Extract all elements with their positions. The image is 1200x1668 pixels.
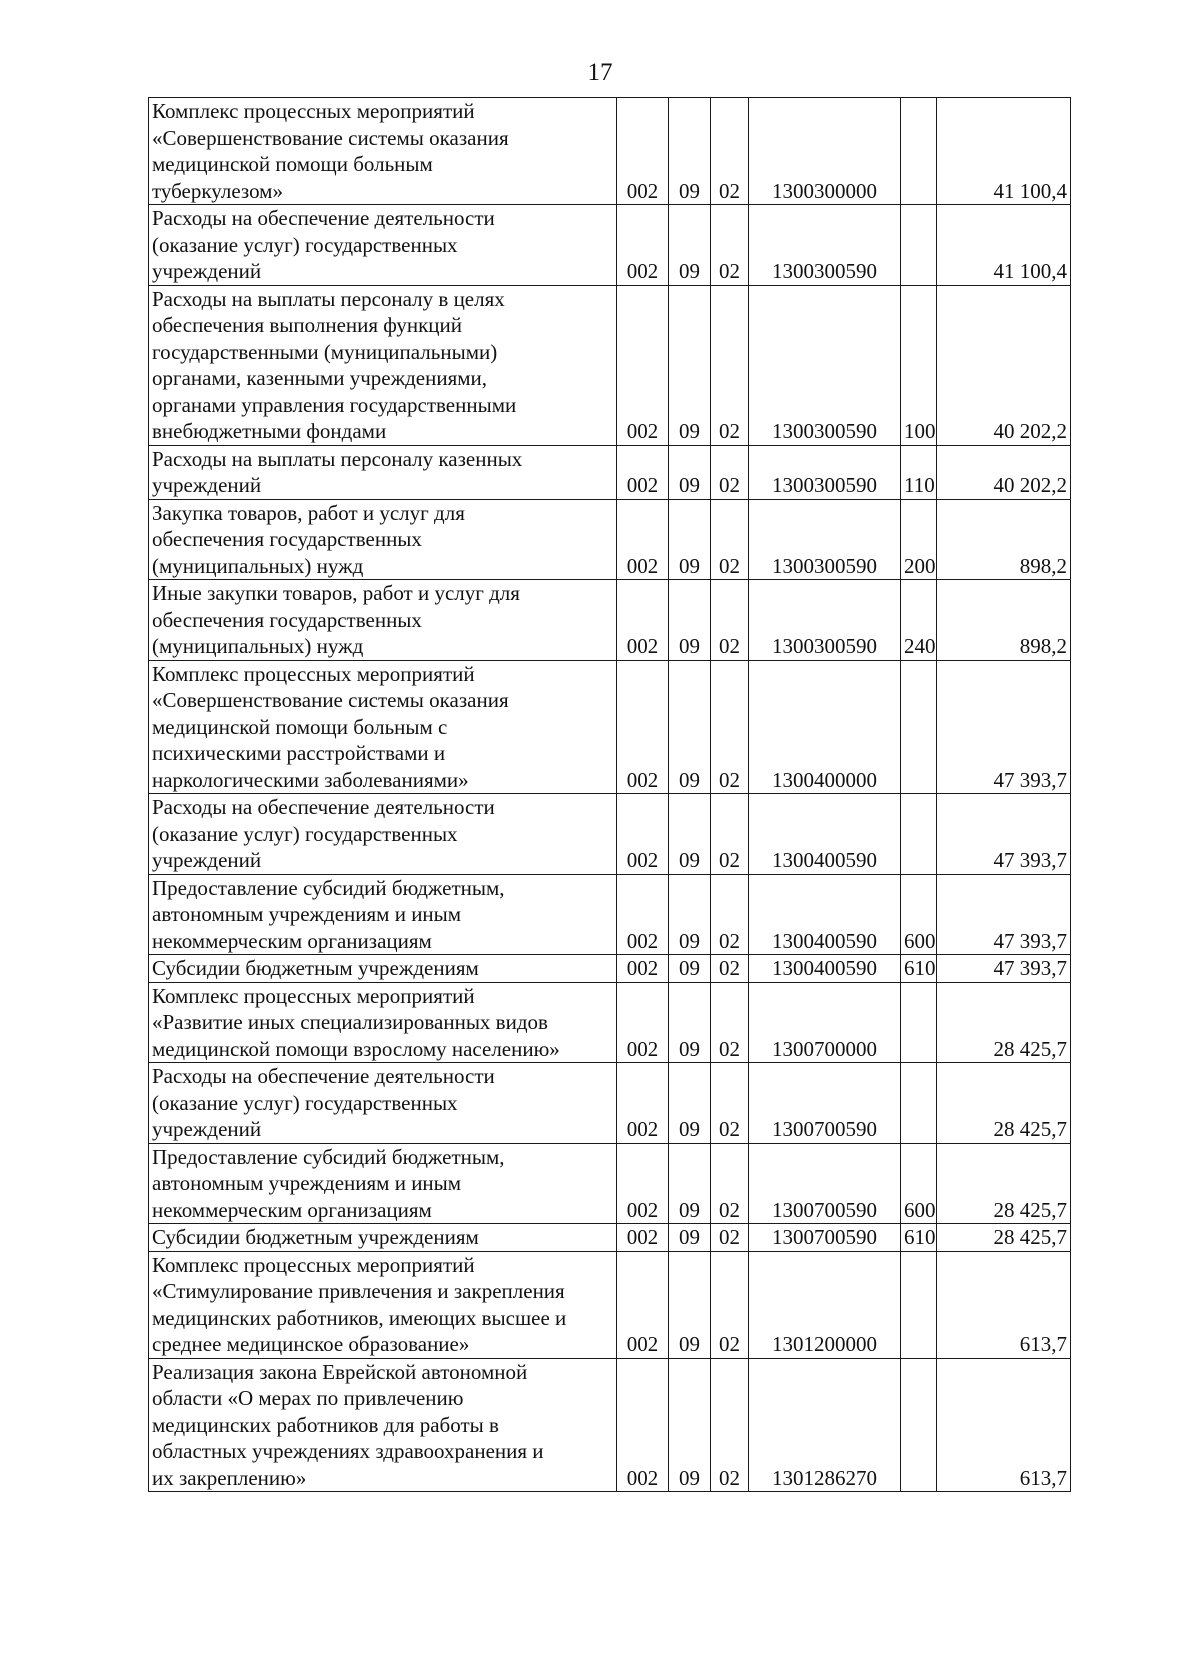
amount: 898,2 xyxy=(937,499,1071,580)
expense-type-code: 200 xyxy=(901,499,937,580)
section-code: 09 xyxy=(669,794,711,875)
table-row xyxy=(149,955,1071,983)
section-code: 09 xyxy=(669,1143,711,1224)
section-code: 09 xyxy=(669,955,711,983)
amount: 40 202,2 xyxy=(937,285,1071,445)
expense-type-code xyxy=(901,1063,937,1144)
amount: 40 202,2 xyxy=(937,445,1071,499)
table-row xyxy=(149,794,1071,875)
section-code: 09 xyxy=(669,580,711,661)
amount: 28 425,7 xyxy=(937,1224,1071,1252)
subsection-code: 02 xyxy=(711,1143,749,1224)
subsection-code: 02 xyxy=(711,1063,749,1144)
chapter-code: 002 xyxy=(617,982,669,1063)
subsection-code: 02 xyxy=(711,794,749,875)
target-article-code: 1300700590 xyxy=(749,1143,901,1224)
table-row xyxy=(149,285,1071,445)
expense-name: Предоставление субсидий бюджетным, автономным учреждениям и иным некоммерческим организациям xyxy=(149,1143,617,1224)
subsection-code: 02 xyxy=(711,660,749,794)
subsection-code: 02 xyxy=(711,955,749,983)
chapter-code: 002 xyxy=(617,874,669,955)
amount: 41 100,4 xyxy=(937,205,1071,286)
chapter-code: 002 xyxy=(617,205,669,286)
budget-table xyxy=(148,97,1071,1492)
target-article-code: 1300300590 xyxy=(749,499,901,580)
amount: 613,7 xyxy=(937,1358,1071,1492)
section-code: 09 xyxy=(669,1224,711,1252)
table-row xyxy=(149,874,1071,955)
expense-name: Комплекс процессных мероприятий «Стимулирование привлечения и закрепления медицинских работников, имеющих высшее и среднее медицинское образование» xyxy=(149,1251,617,1358)
subsection-code: 02 xyxy=(711,285,749,445)
table-row xyxy=(149,580,1071,661)
amount: 28 425,7 xyxy=(937,1143,1071,1224)
expense-type-code: 110 xyxy=(901,445,937,499)
section-code: 09 xyxy=(669,1251,711,1358)
table-row xyxy=(149,445,1071,499)
section-code: 09 xyxy=(669,874,711,955)
section-code: 09 xyxy=(669,660,711,794)
expense-name: Комплекс процессных мероприятий «Развитие иных специализированных видов медицинской помощи взрослому населению» xyxy=(149,982,617,1063)
subsection-code: 02 xyxy=(711,1251,749,1358)
chapter-code: 002 xyxy=(617,285,669,445)
subsection-code: 02 xyxy=(711,580,749,661)
subsection-code: 02 xyxy=(711,982,749,1063)
expense-name: Расходы на обеспечение деятельности (оказание услуг) государственных учреждений xyxy=(149,205,617,286)
table-row xyxy=(149,98,1071,205)
expense-name: Расходы на выплаты персоналу казенных учреждений xyxy=(149,445,617,499)
expense-type-code: 600 xyxy=(901,1143,937,1224)
amount: 47 393,7 xyxy=(937,660,1071,794)
section-code: 09 xyxy=(669,445,711,499)
target-article-code: 1300400590 xyxy=(749,874,901,955)
amount: 28 425,7 xyxy=(937,982,1071,1063)
table-row xyxy=(149,660,1071,794)
expense-type-code: 610 xyxy=(901,955,937,983)
expense-name: Субсидии бюджетным учреждениям xyxy=(149,1224,617,1252)
chapter-code: 002 xyxy=(617,580,669,661)
section-code: 09 xyxy=(669,285,711,445)
chapter-code: 002 xyxy=(617,794,669,875)
section-code: 09 xyxy=(669,98,711,205)
amount: 47 393,7 xyxy=(937,874,1071,955)
expense-name: Расходы на обеспечение деятельности (оказание услуг) государственных учреждений xyxy=(149,794,617,875)
subsection-code: 02 xyxy=(711,98,749,205)
chapter-code: 002 xyxy=(617,1063,669,1144)
expense-type-code xyxy=(901,1251,937,1358)
target-article-code: 1300400590 xyxy=(749,955,901,983)
target-article-code: 1300700000 xyxy=(749,982,901,1063)
chapter-code: 002 xyxy=(617,1251,669,1358)
table-row xyxy=(149,1063,1071,1144)
chapter-code: 002 xyxy=(617,98,669,205)
expense-name: Субсидии бюджетным учреждениям xyxy=(149,955,617,983)
chapter-code: 002 xyxy=(617,660,669,794)
table-row xyxy=(149,1143,1071,1224)
expense-type-code: 100 xyxy=(901,285,937,445)
table-row xyxy=(149,499,1071,580)
target-article-code: 1300300590 xyxy=(749,285,901,445)
subsection-code: 02 xyxy=(711,1224,749,1252)
expense-type-code xyxy=(901,794,937,875)
amount: 613,7 xyxy=(937,1251,1071,1358)
amount: 47 393,7 xyxy=(937,955,1071,983)
table-row xyxy=(149,1358,1071,1492)
expense-name: Расходы на выплаты персоналу в целях обеспечения выполнения функций государственными (муниципальными) органами, казенными учреждениями, органами управления государственными внебюджетными фондами xyxy=(149,285,617,445)
table-row xyxy=(149,1224,1071,1252)
subsection-code: 02 xyxy=(711,1358,749,1492)
target-article-code: 1300300590 xyxy=(749,445,901,499)
target-article-code: 1300300590 xyxy=(749,580,901,661)
chapter-code: 002 xyxy=(617,1143,669,1224)
chapter-code: 002 xyxy=(617,1224,669,1252)
expense-name: Комплекс процессных мероприятий «Совершенствование системы оказания медицинской помощи больным с психическими расстройствами и наркологическими заболеваниями» xyxy=(149,660,617,794)
table-row xyxy=(149,1251,1071,1358)
expense-name: Предоставление субсидий бюджетным, автономным учреждениям и иным некоммерческим организациям xyxy=(149,874,617,955)
table-row xyxy=(149,982,1071,1063)
target-article-code: 1300300590 xyxy=(749,205,901,286)
expense-name: Закупка товаров, работ и услуг для обеспечения государственных (муниципальных) нужд xyxy=(149,499,617,580)
subsection-code: 02 xyxy=(711,499,749,580)
section-code: 09 xyxy=(669,499,711,580)
target-article-code: 1301286270 xyxy=(749,1358,901,1492)
target-article-code: 1301200000 xyxy=(749,1251,901,1358)
target-article-code: 1300300000 xyxy=(749,98,901,205)
target-article-code: 1300400000 xyxy=(749,660,901,794)
chapter-code: 002 xyxy=(617,955,669,983)
expense-type-code xyxy=(901,1358,937,1492)
page-number: 17 xyxy=(587,59,613,86)
target-article-code: 1300700590 xyxy=(749,1063,901,1144)
expense-name: Иные закупки товаров, работ и услуг для обеспечения государственных (муниципальных) нужд xyxy=(149,580,617,661)
amount: 47 393,7 xyxy=(937,794,1071,875)
chapter-code: 002 xyxy=(617,1358,669,1492)
subsection-code: 02 xyxy=(711,205,749,286)
expense-name: Реализация закона Еврейской автономной области «О мерах по привлечению медицинских работников для работы в областных учреждениях здравоохранения и их закреплению» xyxy=(149,1358,617,1492)
expense-type-code: 610 xyxy=(901,1224,937,1252)
amount: 898,2 xyxy=(937,580,1071,661)
expense-name: Расходы на обеспечение деятельности (оказание услуг) государственных учреждений xyxy=(149,1063,617,1144)
target-article-code: 1300700590 xyxy=(749,1224,901,1252)
subsection-code: 02 xyxy=(711,874,749,955)
chapter-code: 002 xyxy=(617,445,669,499)
expense-name: Комплекс процессных мероприятий «Совершенствование системы оказания медицинской помощи больным туберкулезом» xyxy=(149,98,617,205)
expense-type-code xyxy=(901,98,937,205)
expense-type-code: 240 xyxy=(901,580,937,661)
section-code: 09 xyxy=(669,1358,711,1492)
section-code: 09 xyxy=(669,1063,711,1144)
subsection-code: 02 xyxy=(711,445,749,499)
chapter-code: 002 xyxy=(617,499,669,580)
expense-type-code xyxy=(901,205,937,286)
target-article-code: 1300400590 xyxy=(749,794,901,875)
amount: 28 425,7 xyxy=(937,1063,1071,1144)
table-row xyxy=(149,205,1071,286)
expense-type-code xyxy=(901,660,937,794)
section-code: 09 xyxy=(669,205,711,286)
table-body xyxy=(149,98,1071,1492)
expense-type-code: 600 xyxy=(901,874,937,955)
expense-type-code xyxy=(901,982,937,1063)
amount: 41 100,4 xyxy=(937,98,1071,205)
section-code: 09 xyxy=(669,982,711,1063)
